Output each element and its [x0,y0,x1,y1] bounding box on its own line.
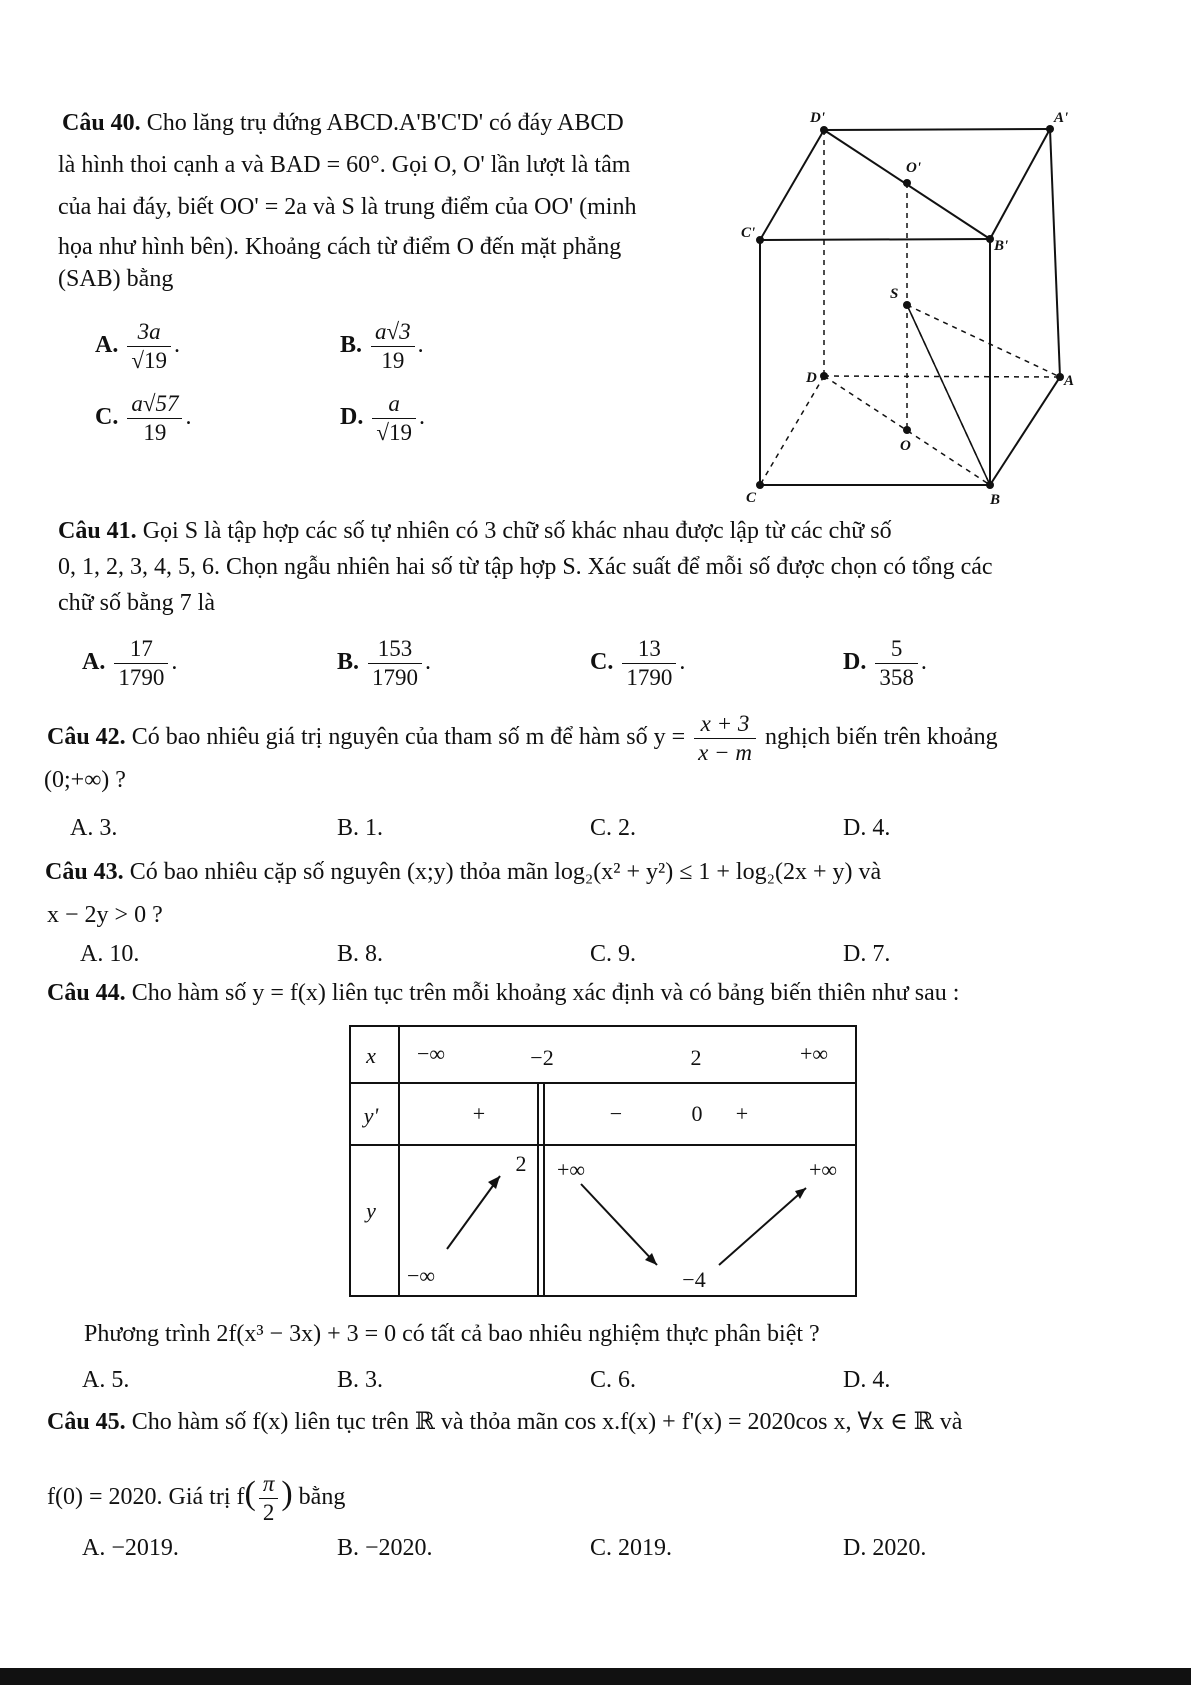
q41-line-1 [58,514,892,548]
q45-option-d[interactable]: D. 2020. [843,1535,927,1561]
q43-line-1 [45,855,881,889]
q40-option-b[interactable]: B. $\frac{a√3}{19}$ . [340,319,424,373]
q41-line-2: 0, 1, 2, 3, 4, 5, 6. Chọn ngẫu nhiên hai số từ tập hợp S. Xác suất để mỗi số được chọn có tổng các [58,554,993,580]
q45-line-1 [47,1405,962,1439]
q45-option-a[interactable]: A. −2019. [82,1535,179,1561]
q41-line-3: chữ số bằng 7 là [58,590,215,616]
variation-table [349,1025,857,1297]
q45-text-2a: f(0) = 2020. Giá trị f [47,1484,245,1511]
y-val-pos-inf-left: +∞ [556,1157,586,1182]
y-val-neg-inf: −∞ [406,1263,436,1288]
x-val-pos-inf: +∞ [799,1041,829,1066]
row-yprime-header: y' [363,1103,379,1128]
y-val-pos-inf-right: +∞ [808,1157,838,1182]
q40-text-1: Cho lăng trụ đứng ABCD.A'B'C'D' có đáy ABCD [146,110,624,136]
q41-label: Câu 41. [58,518,137,544]
label-Ap: A' [1054,110,1069,126]
bottom-border-bar [0,1668,1191,1685]
yp-sign-zero: 0 [691,1101,703,1126]
q43-option-c[interactable]: C. 9. [590,941,637,967]
q45-line-2: f(0) = 2020. Giá trị f( $\frac{\pi}{2}$ ) bằng [47,1471,346,1525]
q45-label: Câu 45. [47,1409,126,1435]
q40-line-4: họa như hình bên). Khoảng cách từ điểm O đến mặt phẳng [58,234,622,260]
yp-sign-2: − [609,1101,623,1126]
prism-figure [730,100,1090,510]
q45-option-b[interactable]: B. −2020. [337,1535,433,1561]
row-x-header: x [366,1043,376,1068]
q43-option-d[interactable]: D. 7. [843,941,891,967]
q41-option-b[interactable]: B. $\frac{153}{1790}$ . [337,636,432,690]
q42-fraction: $\frac{x + 3}{x - m}$ [694,710,756,767]
q44-line-2: Phương trình 2f(x³ − 3x) + 3 = 0 có tất cả bao nhiêu nghiệm thực phân biệt ? [84,1321,820,1347]
x-val-neg-2: −2 [530,1045,554,1070]
label-B: B [990,492,1001,508]
label-Dp: D' [810,110,825,126]
q42-text-1a: Có bao nhiêu giá trị nguyên của tham số m để hàm số y = [131,724,686,751]
q40-line-3: của hai đáy, biết OO' = 2a và S là trung điểm của OO' (minh [58,194,637,220]
q40-option-a[interactable]: A. $\frac{3a}{√19}$ . [95,319,180,373]
label-D: D [806,370,817,386]
row-y-header: y [366,1198,376,1223]
q42-line-2: (0;+∞) ? [44,767,126,793]
q43-line-2: x − 2y > 0 ? [47,902,163,928]
q42-line-1 [47,710,998,767]
q44-option-a[interactable]: A. 5. [82,1367,130,1393]
q44-text-1: Cho hàm số y = f(x) liên tục trên mỗi khoảng xác định và có bảng biến thiên như sau : [131,980,960,1006]
label-C: C [746,490,757,506]
q45-text-1: Cho hàm số f(x) liên tục trên ℝ và thỏa mãn cos x.f(x) + f'(x) = 2020cos x, ∀x ∈ ℝ và [131,1409,963,1435]
q41-option-d[interactable]: D. $\frac{5}{358}$ . [843,636,927,690]
label-O: O [900,438,911,454]
q44-line-1 [47,976,959,1010]
q41-option-c[interactable]: C. $\frac{13}{1790}$ . [590,636,686,690]
q43-option-b[interactable]: B. 8. [337,941,384,967]
q40-option-c[interactable]: C. $\frac{a√57}{19}$ . [95,391,192,445]
q45-fraction: $\frac{\pi}{2}$ [259,1470,279,1527]
x-val-2: 2 [690,1045,702,1070]
label-Op: O' [906,160,921,176]
q42-label: Câu 42. [47,724,126,751]
q42-option-d[interactable]: D. 4. [843,815,891,841]
q44-label: Câu 44. [47,980,126,1006]
q43-label: Câu 43. [45,859,124,885]
label-Bp: B' [994,238,1009,254]
q40-line-5: (SAB) bằng [58,266,174,292]
yp-sign-1: + [472,1101,486,1126]
y-val-neg-4: −4 [682,1267,706,1292]
label-S: S [890,286,899,302]
q43-option-a[interactable]: A. 10. [80,941,140,967]
q42-text-1b: nghịch biến trên khoảng [764,724,998,751]
q40-line-2: là hình thoi cạnh a và BAD = 60°. Gọi O, O' lần lượt là tâm [58,152,631,178]
q41-text-1: Gọi S là tập hợp các số tự nhiên có 3 chữ số khác nhau được lập từ các chữ số [142,518,892,544]
q42-option-b[interactable]: B. 1. [337,815,384,841]
y-val-2: 2 [515,1151,527,1176]
q43-text-1: Có bao nhiêu cặp số nguyên (x;y) thỏa mãn log₂(x² + y²) ≤ 1 + log₂(2x + y) và [129,859,882,885]
q44-option-b[interactable]: B. 3. [337,1367,384,1393]
yp-sign-3: + [735,1101,749,1126]
q40-option-d[interactable]: D. $\frac{a}{√19}$ . [340,391,425,445]
q42-option-c[interactable]: C. 2. [590,815,637,841]
q42-option-a[interactable]: A. 3. [70,815,118,841]
q45-text-2b: bằng [298,1484,346,1511]
q40-label: Câu 40. [62,110,141,136]
q45-option-c[interactable]: C. 2019. [590,1535,673,1561]
q41-option-a[interactable]: A. $\frac{17}{1790}$ . [82,636,178,690]
q40-line-1 [62,106,624,140]
x-val-neg-inf: −∞ [416,1041,446,1066]
label-A: A [1064,373,1075,389]
q44-option-c[interactable]: C. 6. [590,1367,637,1393]
q44-option-d[interactable]: D. 4. [843,1367,891,1393]
label-Cp: C' [741,225,756,241]
